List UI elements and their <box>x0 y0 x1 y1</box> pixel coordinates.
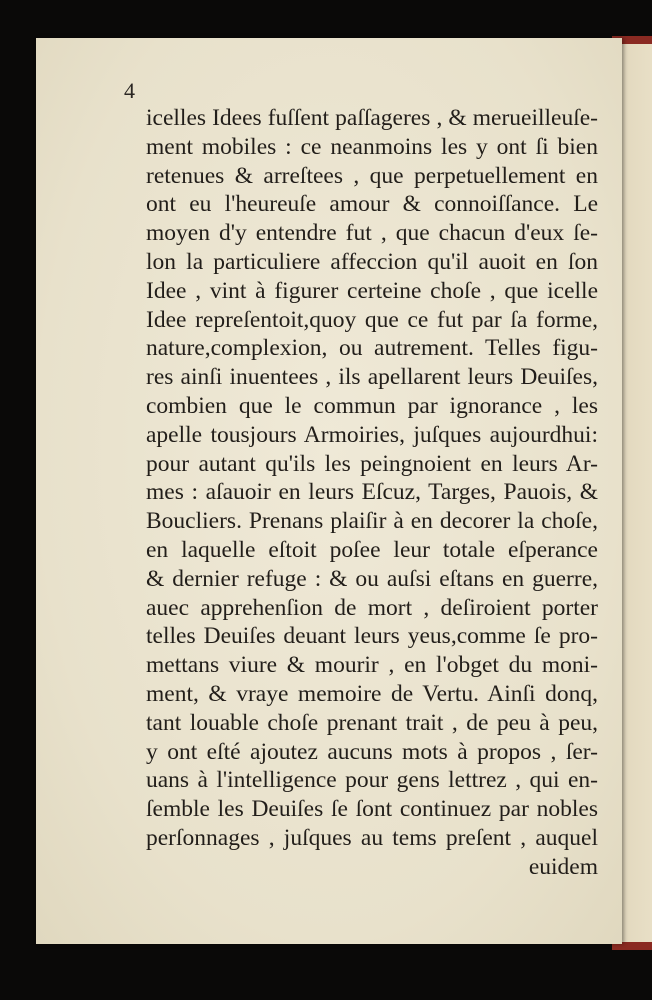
text-line: res ainſi inuentees , ils apellarent leurs Deuiſes, <box>146 364 598 391</box>
text-line: nature,complexion, ou autrement. Telles figu- <box>146 335 598 362</box>
catchword: euidem <box>528 853 598 880</box>
page-number: 4 <box>124 78 135 103</box>
text-line: Idee , vint à figurer certeine choſe , que icelle <box>146 277 598 304</box>
text-line: icelles Idees fuſſent paſſageres , & merueilleuſe- <box>146 105 598 131</box>
text-line: retenues & arreſtees , que perpetuellement en <box>146 162 598 189</box>
text-line: lon la particuliere affeccion qu'il auoit en ſon <box>146 248 598 275</box>
text-line: ont eu l'heureuſe amour & connoiſſance. Le <box>146 191 598 218</box>
body-text <box>146 104 598 882</box>
text-line: pour autant qu'ils les peingnoient en leurs Ar- <box>146 450 598 477</box>
text-line: telles Deuiſes deuant leurs yeus,comme ſe pro- <box>146 623 598 650</box>
text-line: apelle tousjours Armoiries, juſques aujourdhui: <box>146 421 598 448</box>
text-line: ment, & vraye memoire de Vertu. Ainſi donq, <box>146 680 598 707</box>
text-line: Boucliers. Prenans plaiſir à en decorer la choſe, <box>146 508 598 535</box>
text-line: & dernier refuge : & ou auſsi eſtans en guerre, <box>146 565 598 592</box>
text-line: tant louable choſe prenant trait , de peu à peu, <box>146 709 598 736</box>
text-line: perſonnages , juſques au tems preſent , auquel <box>146 824 598 851</box>
text-line: mettans viure & mourir , en l'obget du moni- <box>146 652 598 679</box>
text-line: moyen d'y entendre fut , que chacun d'eux ſe- <box>146 220 598 247</box>
text-line: combien que le commun par ignorance , les <box>146 392 598 419</box>
text-line: ſemble les Deuiſes ſe ſont continuez par nobles <box>146 796 598 823</box>
text-line: uans à l'intelligence pour gens lettrez , qui en- <box>146 767 598 794</box>
text-line: y ont eſté ajoutez aucuns mots à propos , ſer- <box>146 738 598 765</box>
text-line: auec apprehenſion de mort , deſiroient porter <box>146 594 598 621</box>
text-line: en laquelle eſtoit poſee leur totale eſperance <box>146 536 598 563</box>
text-line: ment mobiles : ce neanmoins les y ont ſi bien <box>146 133 598 160</box>
text-line: mes : aſauoir en leurs Eſcuz, Targes, Pauois, & <box>146 479 598 506</box>
text-line: Idee repreſentoit,quoy que ce fut par ſa forme, <box>146 306 598 333</box>
